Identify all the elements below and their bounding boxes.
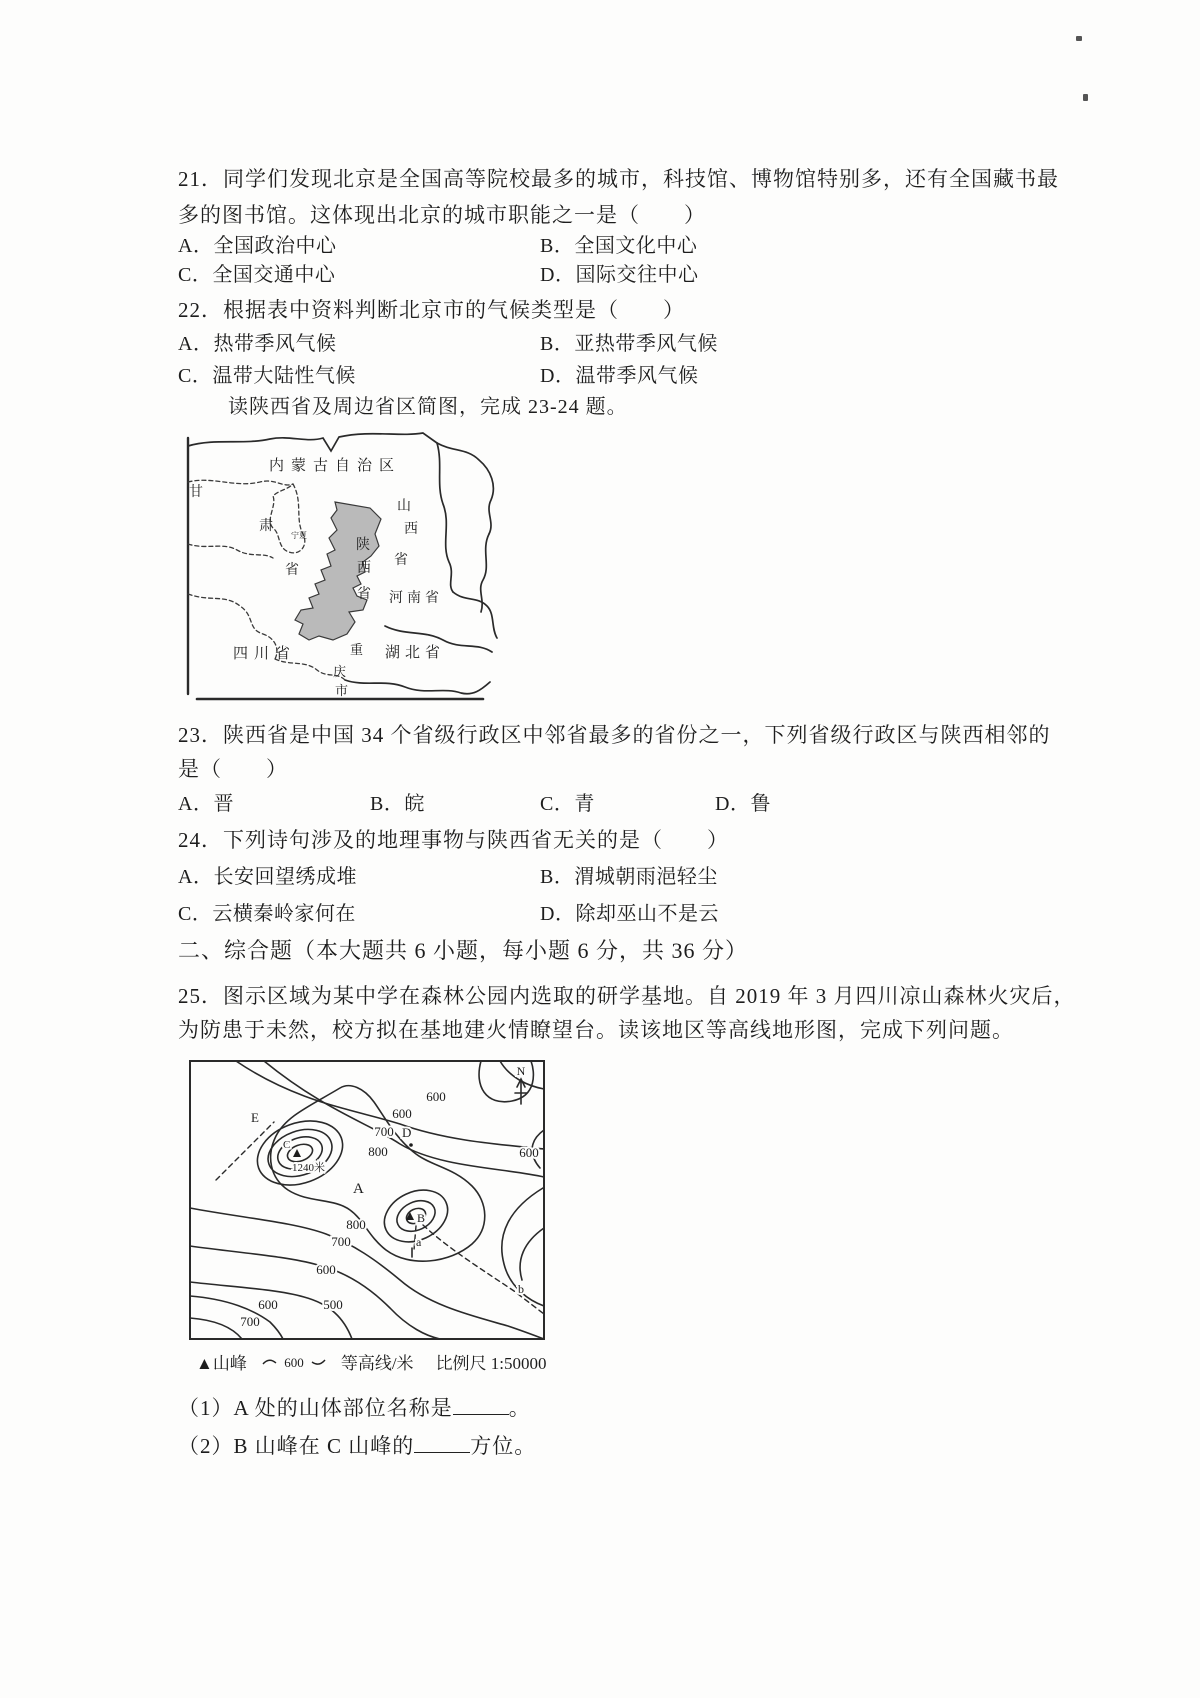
label-chongqing-3: 市 [335,683,349,698]
q24-stem: 24．下列诗句涉及的地理事物与陕西省无关的是（ ） [178,828,729,852]
q23-stem-line1: 23．陕西省是中国 34 个省级行政区中邻省最多的省份之一，下列省级行政区与陕西相邻的 [178,723,1051,747]
contour-label-800-upper: 800 [368,1144,388,1159]
q23-option-c: C．青 [540,793,595,815]
q21-option-d: D．国际交往中心 [540,264,699,286]
q25-sub1-end: 。 [508,1396,531,1420]
contour-label-500: 500 [323,1297,343,1312]
q24-option-d: D．除却巫山不是云 [540,903,719,925]
q22-option-b: B．亚热带季风气候 [540,333,718,355]
north-label: N [516,1064,526,1078]
label-henan: 河南省 [389,591,443,606]
contour-symbol-graphic [261,1354,327,1370]
point-b-label: b [518,1282,524,1296]
q23-option-b: B．皖 [370,793,425,815]
point-E-label: E [251,1110,259,1125]
label-sichuan: 四川省 [233,646,297,662]
q23-option-d: D．鲁 [715,793,771,815]
map-top-border [188,433,437,451]
label-shaanxi-2: 西 [357,561,371,576]
contour-label-600-upper: 600 [392,1106,412,1121]
label-chongqing-1: 重 [350,642,364,657]
section-2-header: 二、综合题（本大题共 6 小题，每小题 6 分，共 36 分） [178,938,749,963]
label-gansu-2: 肃 [259,519,273,534]
boundary-ningxia [270,484,305,553]
ridge-dashed-line-E [216,1122,274,1180]
scan-speck [1076,36,1082,41]
contour-right-2 [520,1228,544,1280]
q25-stem-line2: 为防患于未然，校方拟在基地建火情瞭望台。读该地区等高线地形图，完成下列问题。 [178,1018,1014,1042]
q23-option-a: A．晋 [178,793,234,815]
contour-map [188,1058,546,1343]
q21-stem-line1: 21．同学们发现北京是全国高等院校最多的城市，科技馆、博物馆特别多，还有全国藏书最 [178,167,1059,191]
q25-sub1 [178,1392,531,1422]
point-A-label: A [353,1181,364,1197]
legend-contour-value: 600 [284,1354,304,1370]
contour-label-700-upper: 700 [374,1124,394,1139]
q22-option-a: A．热带季风气候 [178,333,337,355]
q21-option-a: A．全国政治中心 [178,235,337,257]
point-C-label: C [283,1139,291,1151]
q24-option-b: B．渭城朝雨浥轻尘 [540,866,718,888]
label-gansu-1: 甘 [189,485,203,500]
legend-contour-label: 等高线/米 [340,1354,414,1373]
contour-label-600-lower: 600 [316,1262,336,1277]
q21-option-b: B．全国文化中心 [540,235,698,257]
contour-label-600-corner: 600 [258,1297,278,1312]
boundary-gansu-mid [188,544,273,558]
legend-peak-symbol: ▲山峰 [196,1354,247,1373]
contour-label-700-corner: 700 [240,1314,260,1329]
legend-contour-symbol [261,1354,327,1370]
point-B-label: B [417,1211,426,1225]
peak-elevation-label: 1240米 [292,1162,325,1174]
q25-sub2 [178,1430,536,1460]
q25-sub1-blank [453,1395,509,1415]
label-hubei: 湖北省 [385,645,446,661]
point-D-label: D [402,1125,412,1140]
contour-map-legend [196,1349,547,1374]
legend-scale: 比例尺 1:50000 [435,1354,547,1373]
contour-700-corner [190,1318,242,1339]
q22-stem: 22．根据表中资料判断北京市的气候类型是（ ） [178,298,685,322]
label-shanxi-2: 西 [404,522,418,537]
shaanxi-province-map [185,424,503,706]
q22-option-d: D．温带季风气候 [540,365,699,387]
label-ningxia: 宁夏 [291,531,307,540]
boundary-shanxi-east [437,443,453,592]
label-shaanxi-3: 省 [357,587,371,602]
contour-map-border [190,1061,544,1339]
boundary-henan-east [453,592,497,638]
label-neimenggu: 内蒙古自治区 [268,458,402,474]
q25-sub1-text: （1）A 处的山体部位名称是 [178,1396,453,1420]
boundary-gansu-north [188,480,293,485]
label-shanxi-3: 省 [394,553,408,568]
q21-option-c: C．全国交通中心 [178,264,336,286]
q24-option-c: C．云横秦岭家何在 [178,903,356,925]
q23-stem-line2: 是（ ） [178,757,288,781]
peak-C-triangle [293,1149,301,1157]
map1-caption: 读陕西省及周边省区简图，完成 23-24 题。 [228,396,628,418]
point-D-dot [409,1143,413,1147]
q22-option-c: C．温带大陆性气候 [178,365,356,387]
contour-600-lower [190,1246,440,1339]
contour-label-600-right: 600 [519,1145,539,1160]
contour-label-800-mid: 800 [346,1217,366,1232]
contour-label-700-mid: 700 [331,1234,351,1249]
label-gansu-3: 省 [285,563,299,578]
label-shanxi-1: 山 [397,499,411,514]
boundary-hubei-south [345,680,490,694]
label-shaanxi-1: 陕 [356,538,370,553]
q25-stem-line1: 25．图示区域为某中学在森林公园内选取的研学基地。自 2019 年 3 月四川凉山森林火灾后， [178,984,1076,1008]
contour-label-600-toploop: 600 [426,1089,446,1104]
label-chongqing-2: 庆 [333,664,347,679]
q21-stem-line2: 多的图书馆。这体现出北京的城市职能之一是（ ） [178,203,706,227]
q25-sub2-end: 方位。 [470,1434,537,1458]
point-a-label: a [416,1235,422,1249]
q25-sub2-text: （2）B 山峰在 C 山峰的 [178,1434,415,1458]
q24-option-a: A．长安回望绣成堆 [178,866,357,888]
scan-speck [1083,94,1088,101]
boundary-east-edge [481,534,489,612]
sightline-B-b [423,1225,544,1314]
q25-sub2-blank [414,1433,470,1453]
